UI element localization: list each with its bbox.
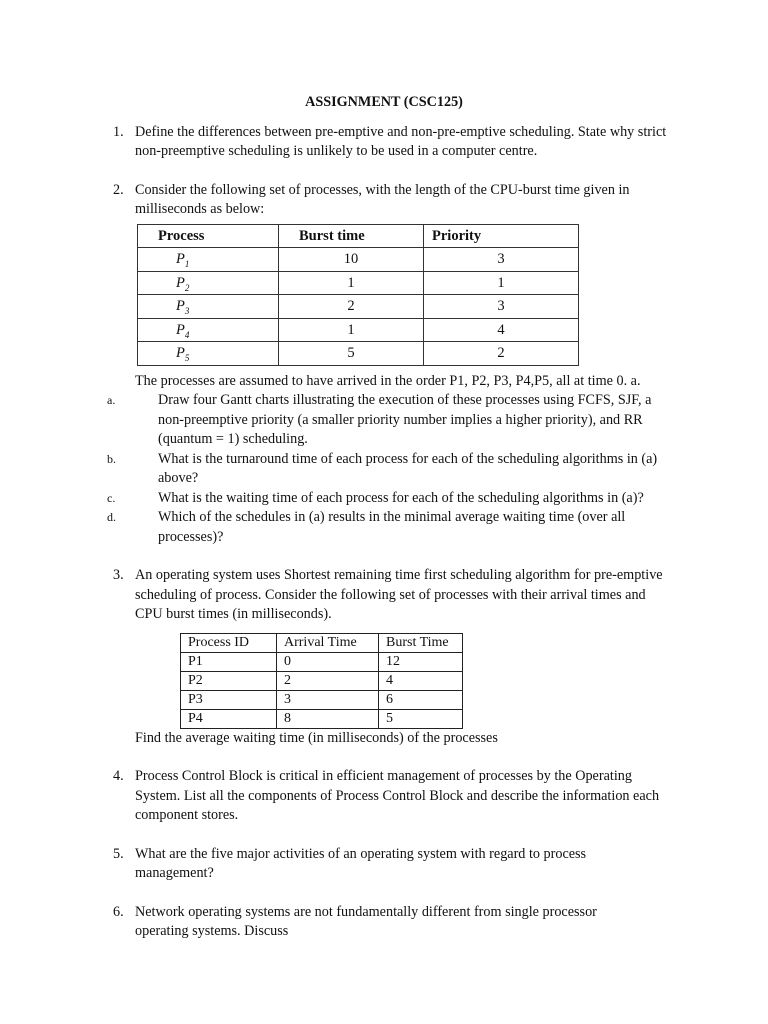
sub-item-c bbox=[107, 489, 678, 509]
priority-cell: 3 bbox=[424, 295, 579, 319]
table-row bbox=[181, 671, 463, 690]
priority-cell: 3 bbox=[424, 248, 579, 272]
table-row bbox=[138, 318, 579, 342]
header-process-id: Process ID bbox=[181, 633, 277, 652]
burst-cell: 10 bbox=[279, 248, 424, 272]
question-3 bbox=[0, 566, 675, 748]
table-row bbox=[138, 248, 579, 272]
arrival-cell: 0 bbox=[277, 652, 379, 671]
process-cell bbox=[138, 295, 279, 319]
process-id-cell: P2 bbox=[181, 671, 277, 690]
header-arrival-time: Arrival Time bbox=[277, 633, 379, 652]
table-row bbox=[138, 271, 579, 295]
arrival-cell: 3 bbox=[277, 690, 379, 709]
item-text: What is the waiting time of each process for each of the scheduling algorithms in (a)? bbox=[158, 489, 644, 506]
process-name: P bbox=[176, 321, 185, 338]
item-label: d. bbox=[107, 510, 116, 524]
question-text: Define the differences between pre-emptive and non-pre-emptive scheduling. State why strict non-preemptive scheduling is unlikely to be used in a computer centre. bbox=[135, 123, 667, 159]
process-cell bbox=[138, 271, 279, 295]
question-number: 2. bbox=[113, 181, 124, 198]
process-name: P bbox=[176, 251, 185, 268]
find-average-text: Find the average waiting time (in milliseconds) of the processes bbox=[135, 729, 498, 746]
sub-item-b bbox=[107, 450, 678, 489]
priority-cell: 4 bbox=[424, 318, 579, 342]
question-text: Process Control Block is critical in efficient management of processes by the Operating System. List all the components of Process Control Block and describe the information each component stores. bbox=[135, 768, 660, 823]
burst-cell: 12 bbox=[379, 652, 463, 671]
burst-cell: 4 bbox=[379, 671, 463, 690]
question-number: 1. bbox=[113, 123, 124, 140]
process-burst-table bbox=[137, 224, 579, 366]
question-number: 4. bbox=[113, 768, 124, 784]
header-burst-time: Burst time bbox=[279, 224, 424, 248]
priority-cell: 2 bbox=[424, 342, 579, 366]
arrival-paragraph: The processes are assumed to have arrived in the order P1, P2, P3, P4,P5, all at time 0. a. bbox=[135, 372, 641, 389]
burst-cell: 6 bbox=[379, 690, 463, 709]
process-id-cell: P4 bbox=[181, 709, 277, 728]
table-row bbox=[181, 690, 463, 709]
burst-cell: 2 bbox=[279, 295, 424, 319]
process-name: P bbox=[176, 298, 185, 315]
process-name: P bbox=[176, 345, 185, 362]
arrival-cell: 2 bbox=[277, 671, 379, 690]
item-label: a. bbox=[107, 393, 116, 407]
process-name: P bbox=[176, 274, 185, 291]
item-text: Draw four Gantt charts illustrating the execution of these processes using FCFS, SJF, a non-preemptive priority (a smaller priority number implies a higher priority), and RR (quantum = 1) scheduling. bbox=[158, 392, 652, 447]
table-row bbox=[181, 652, 463, 671]
sub-item-d bbox=[107, 508, 678, 547]
process-cell bbox=[138, 248, 279, 272]
burst-cell: 5 bbox=[279, 342, 424, 366]
burst-cell: 1 bbox=[279, 318, 424, 342]
table-row bbox=[181, 709, 463, 728]
question-6 bbox=[0, 903, 635, 942]
question-1 bbox=[0, 123, 675, 162]
arrival-cell: 8 bbox=[277, 709, 379, 728]
process-cell bbox=[138, 318, 279, 342]
question-text: What are the five major activities of an operating system with regard to process management? bbox=[135, 845, 587, 881]
header-priority: Priority bbox=[424, 224, 579, 248]
header-process: Process bbox=[138, 224, 279, 248]
priority-cell: 1 bbox=[424, 271, 579, 295]
question-number: 3. bbox=[113, 567, 124, 583]
item-text: What is the turnaround time of each process for each of the scheduling algorithms in (a) above? bbox=[158, 450, 658, 486]
question-5 bbox=[0, 845, 635, 884]
process-subscript: 2 bbox=[184, 282, 190, 293]
item-text: Which of the schedules in (a) results in the minimal average waiting time (over all processes)? bbox=[158, 509, 626, 545]
table-row bbox=[138, 295, 579, 319]
question-number: 6. bbox=[113, 903, 124, 920]
burst-cell: 1 bbox=[279, 271, 424, 295]
process-cell bbox=[138, 342, 279, 366]
sub-item-a bbox=[107, 391, 678, 450]
question-2 bbox=[0, 181, 675, 548]
table-header-row bbox=[138, 224, 579, 248]
process-id-cell: P1 bbox=[181, 652, 277, 671]
header-burst-time: Burst Time bbox=[379, 633, 463, 652]
table-row bbox=[138, 342, 579, 366]
arrival-burst-table bbox=[180, 633, 463, 729]
item-label: b. bbox=[107, 451, 116, 466]
item-label: c. bbox=[107, 490, 116, 505]
question-text: Network operating systems are not fundamentally different from single processor operating systems. Discuss bbox=[135, 903, 597, 939]
question-text: An operating system uses Shortest remaining time first scheduling algorithm for pre-emptive scheduling of process. Consider the following set of processes with their arrival times and CPU burst times (in milliseconds). bbox=[135, 567, 663, 622]
process-subscript: 3 bbox=[184, 306, 190, 317]
process-id-cell: P3 bbox=[181, 690, 277, 709]
question-number: 5. bbox=[113, 845, 124, 862]
process-subscript: 1 bbox=[184, 259, 190, 270]
question-4 bbox=[0, 767, 675, 826]
process-subscript: 4 bbox=[184, 329, 190, 340]
page-title: ASSIGNMENT (CSC125) bbox=[305, 94, 463, 110]
question-text: Consider the following set of processes, with the length of the CPU-burst time given in milliseconds as below: bbox=[135, 181, 630, 217]
burst-cell: 5 bbox=[379, 709, 463, 728]
table-header-row bbox=[181, 633, 463, 652]
process-subscript: 5 bbox=[184, 353, 190, 364]
